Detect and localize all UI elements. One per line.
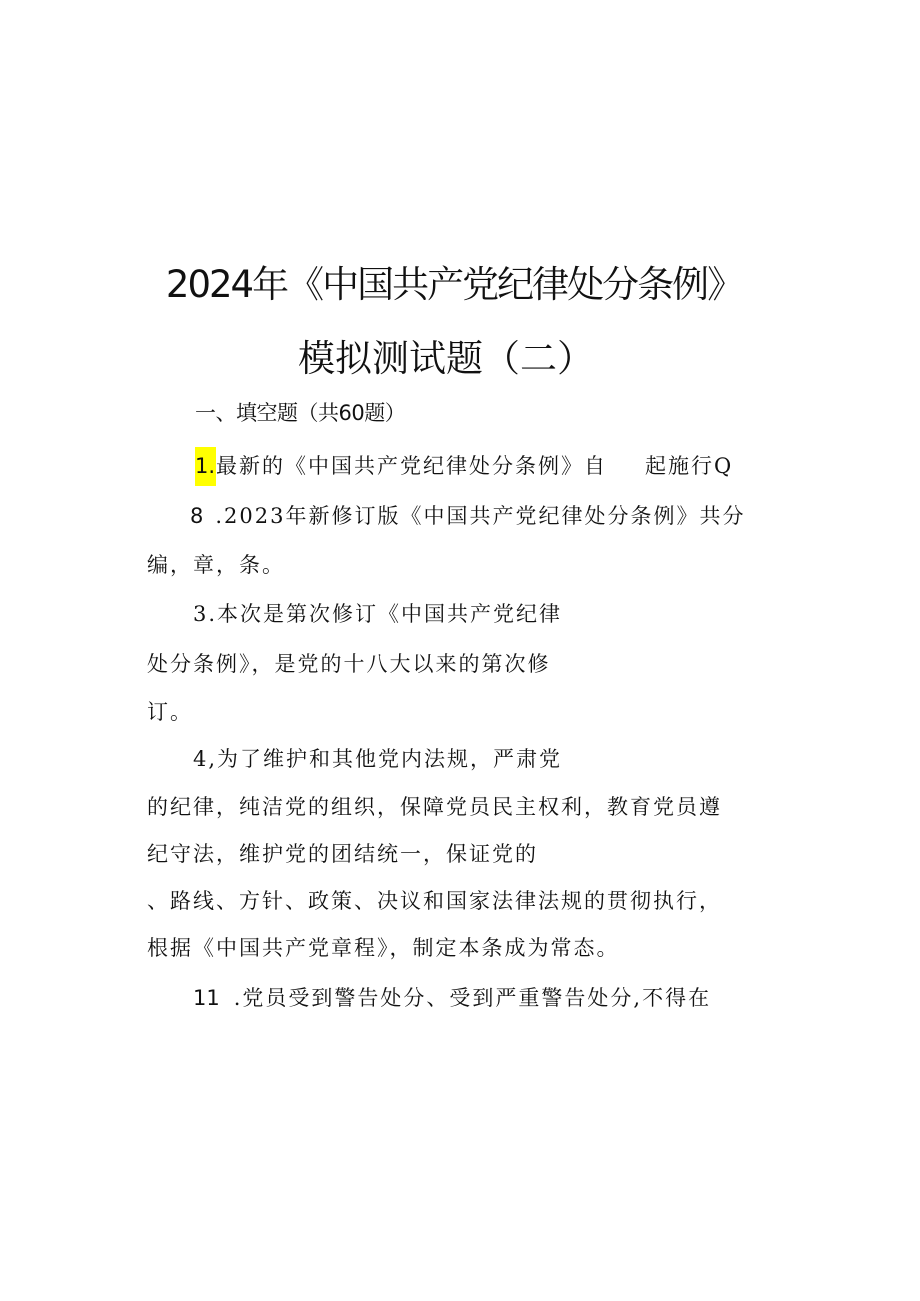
question-4: 4,为了维护和其他党内法规，严肃党 (193, 747, 563, 771)
question-3: 3.本次是第次修订《中国共产党纪律 (193, 602, 563, 626)
question-2-continuation: 编，章，条。 (147, 553, 285, 577)
question-2-number: 8 (190, 504, 204, 528)
question-2-text: .2023年新修订版《中国共产党纪律处分条例》共分 (215, 504, 746, 528)
document-title-line2: 模拟测试题（二） (298, 337, 594, 380)
question-3-continuation-1: 处分条例》，是党的十八大以来的第次修 (147, 652, 551, 676)
question-2 (190, 506, 746, 527)
question-1-number: 1. (195, 447, 216, 486)
question-5-number: 11 (193, 986, 220, 1010)
question-1 (195, 456, 733, 477)
document-title-line1: 2024年《中国共产党纪律处分条例》 (165, 263, 743, 306)
question-3-continuation-2: 订。 (147, 700, 193, 724)
question-5 (193, 988, 711, 1009)
section-heading: 一、填空题（共60题） (195, 401, 406, 425)
question-4-continuation-4: 根据《中国共产党章程》，制定本条成为常态。 (147, 936, 620, 960)
question-5-text: .党员受到警告处分、受到严重警告处分,不得在 (233, 986, 712, 1010)
question-1-text-b: 起施行Q (645, 454, 734, 478)
question-1-text-a: 最新的《中国共产党纪律处分条例》自 (216, 454, 608, 478)
question-4-continuation-1: 的纪律，纯洁党的组织，保障党员民主权利，教育党员遵 (147, 795, 722, 819)
question-4-continuation-3: 、路线、方针、政策、决议和国家法律法规的贯彻执行， (147, 889, 722, 913)
question-4-continuation-2: 纪守法，维护党的团结统一，保证党的 (147, 842, 538, 866)
